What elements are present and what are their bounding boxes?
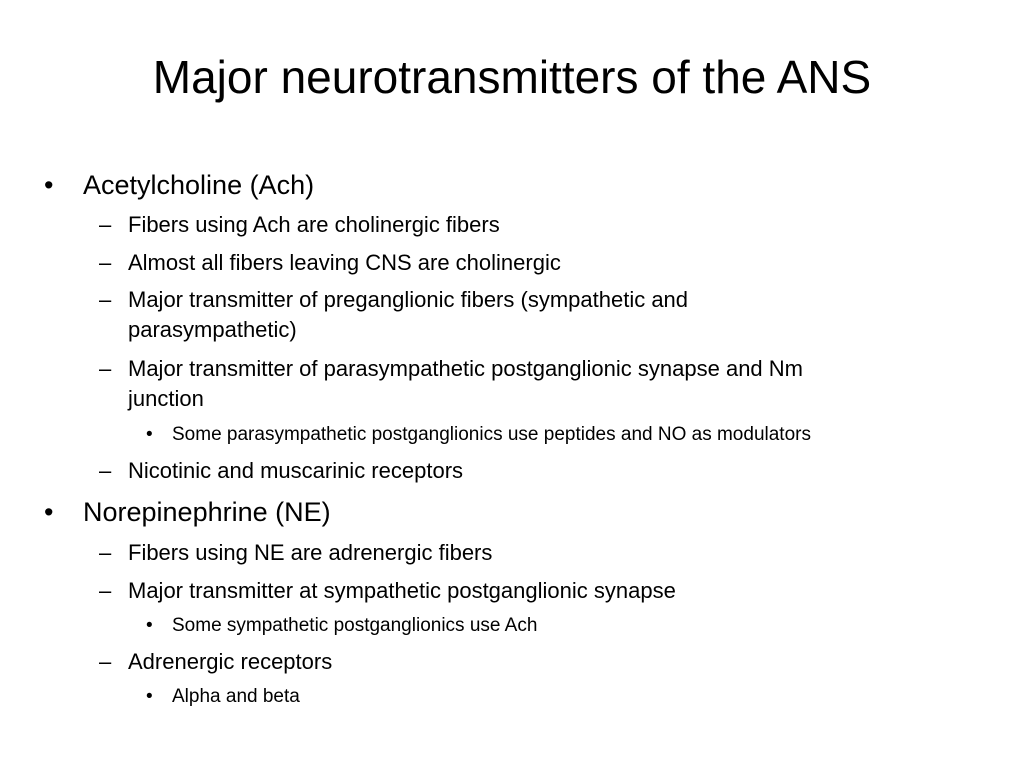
sub-item-text: Major transmitter at sympathetic postganglionic synapse bbox=[128, 578, 676, 603]
sub-item-text: Fibers using NE are adrenergic fibers bbox=[128, 540, 493, 565]
sub-item-text: Adrenergic receptors bbox=[128, 649, 333, 674]
small-bullet-marker: • bbox=[146, 686, 153, 707]
bullet-text: Acetylcholine (Ach) bbox=[83, 170, 315, 200]
sub-item-text: Major transmitter of parasympathetic postganglionic synapse and Nm bbox=[128, 356, 803, 381]
dash-marker: – bbox=[99, 212, 112, 237]
dash-marker: – bbox=[99, 250, 112, 275]
bullet-marker: • bbox=[44, 170, 54, 200]
sub-item-text: Fibers using Ach are cholinergic fibers bbox=[128, 212, 500, 237]
sub-sub-item-text: Some sympathetic postganglionics use Ach bbox=[172, 615, 538, 636]
sub-item-text: Nicotinic and muscarinic receptors bbox=[128, 458, 464, 483]
bullet-marker: • bbox=[44, 497, 54, 527]
dash-marker: – bbox=[99, 578, 112, 603]
small-bullet-marker: • bbox=[146, 424, 153, 445]
dash-marker: – bbox=[99, 649, 112, 674]
sub-sub-item-text: Some parasympathetic postganglionics use peptides and NO as modulators bbox=[172, 424, 811, 445]
sub-item-text: Almost all fibers leaving CNS are cholinergic bbox=[128, 250, 561, 275]
dash-marker: – bbox=[99, 540, 112, 565]
sub-item-text: Major transmitter of preganglionic fibers (sympathetic and bbox=[128, 287, 689, 312]
bullet-text: Norepinephrine (NE) bbox=[83, 497, 331, 527]
small-bullet-marker: • bbox=[146, 615, 153, 636]
sub-item-text-continuation: junction bbox=[128, 386, 204, 411]
sub-sub-item-text: Alpha and beta bbox=[172, 686, 300, 707]
dash-marker: – bbox=[99, 458, 112, 483]
dash-marker: – bbox=[99, 356, 112, 381]
slide-title: Major neurotransmitters of the ANS bbox=[152, 51, 872, 103]
sub-item-text-continuation: parasympathetic) bbox=[128, 317, 297, 342]
dash-marker: – bbox=[99, 287, 112, 312]
